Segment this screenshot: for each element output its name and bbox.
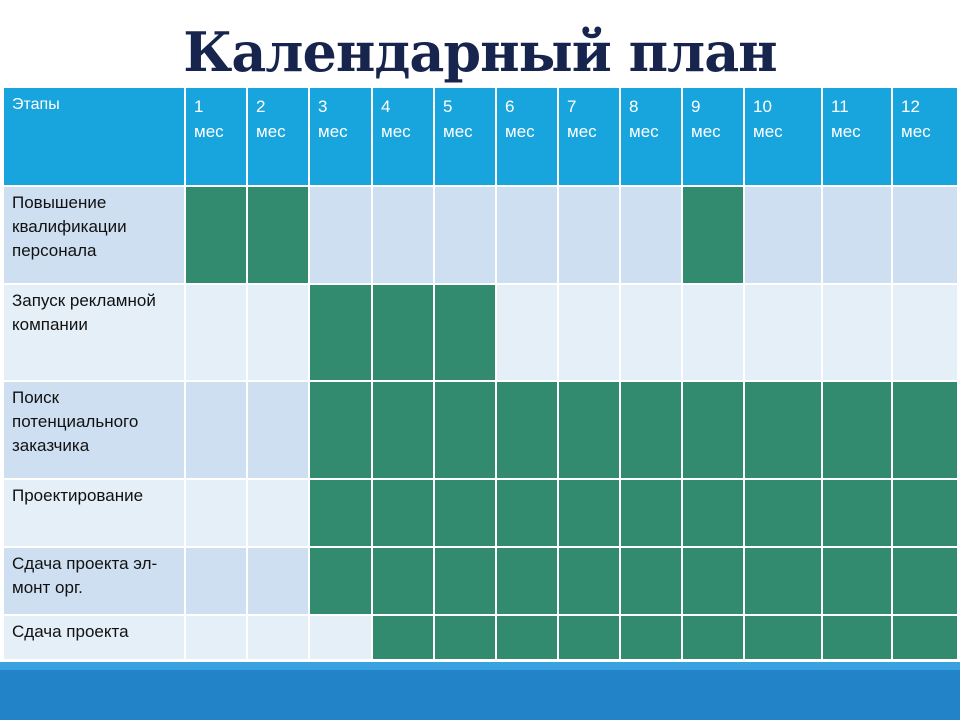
active-month-cell	[434, 479, 496, 547]
active-month-cell	[682, 381, 744, 479]
active-month-cell	[892, 479, 958, 547]
active-month-cell	[822, 479, 892, 547]
month-cell	[247, 479, 309, 547]
month-header-4	[372, 87, 434, 186]
active-month-cell	[892, 547, 958, 615]
stage-name: Поиск потенциального заказчика	[3, 381, 185, 479]
month-cell	[822, 186, 892, 284]
month-unit: мес	[567, 122, 597, 141]
month-cell	[682, 284, 744, 381]
active-month-cell	[558, 615, 620, 660]
month-number: 8	[629, 97, 639, 116]
month-cell	[309, 615, 372, 660]
month-cell	[744, 186, 822, 284]
active-month-cell	[247, 186, 309, 284]
month-header-1	[185, 87, 247, 186]
month-number: 11	[831, 97, 849, 116]
table-row	[3, 284, 958, 381]
month-cell	[185, 381, 247, 479]
month-cell	[247, 284, 309, 381]
month-cell	[744, 284, 822, 381]
stage-name: Проектирование	[3, 479, 185, 547]
table-row	[3, 615, 958, 660]
slide-title: Календарный план	[183, 20, 777, 84]
month-cell	[247, 547, 309, 615]
active-month-cell	[496, 381, 558, 479]
stages-column-header: Этапы	[3, 87, 185, 186]
month-number: 12	[901, 97, 920, 116]
active-month-cell	[620, 479, 682, 547]
active-month-cell	[892, 381, 958, 479]
month-unit: мес	[629, 122, 659, 141]
active-month-cell	[496, 479, 558, 547]
active-month-cell	[309, 547, 372, 615]
active-month-cell	[620, 615, 682, 660]
month-header-12	[892, 87, 958, 186]
footer-band	[0, 662, 960, 720]
month-header-7	[558, 87, 620, 186]
footer-accent-line	[0, 662, 960, 670]
month-unit: мес	[443, 122, 473, 141]
active-month-cell	[620, 547, 682, 615]
active-month-cell	[558, 547, 620, 615]
month-number: 1	[194, 97, 204, 116]
month-unit: мес	[831, 122, 861, 141]
active-month-cell	[434, 381, 496, 479]
active-month-cell	[372, 284, 434, 381]
table-row	[3, 186, 958, 284]
month-number: 7	[567, 97, 577, 116]
table-header-row	[3, 87, 958, 186]
month-header-2	[247, 87, 309, 186]
month-unit: мес	[256, 122, 286, 141]
month-number: 9	[691, 97, 701, 116]
month-unit: мес	[901, 122, 931, 141]
active-month-cell	[822, 547, 892, 615]
month-cell	[309, 186, 372, 284]
active-month-cell	[892, 615, 958, 660]
month-number: 3	[318, 97, 328, 116]
active-month-cell	[744, 381, 822, 479]
active-month-cell	[372, 547, 434, 615]
active-month-cell	[682, 547, 744, 615]
month-unit: мес	[318, 122, 348, 141]
month-cell	[558, 186, 620, 284]
month-header-6	[496, 87, 558, 186]
schedule-table	[2, 86, 959, 661]
active-month-cell	[434, 615, 496, 660]
month-cell	[247, 615, 309, 660]
active-month-cell	[744, 479, 822, 547]
month-number: 4	[381, 97, 391, 116]
month-header-9	[682, 87, 744, 186]
active-month-cell	[309, 479, 372, 547]
active-month-cell	[372, 381, 434, 479]
active-month-cell	[682, 615, 744, 660]
active-month-cell	[822, 615, 892, 660]
month-number: 5	[443, 97, 453, 116]
active-month-cell	[744, 547, 822, 615]
active-month-cell	[620, 381, 682, 479]
table-row	[3, 479, 958, 547]
month-header-5	[434, 87, 496, 186]
active-month-cell	[496, 615, 558, 660]
month-cell	[496, 284, 558, 381]
month-number: 2	[256, 97, 266, 116]
active-month-cell	[434, 547, 496, 615]
month-number: 6	[505, 97, 515, 116]
month-cell	[185, 479, 247, 547]
active-month-cell	[558, 381, 620, 479]
active-month-cell	[822, 381, 892, 479]
month-unit: мес	[505, 122, 535, 141]
month-unit: мес	[753, 122, 783, 141]
month-cell	[247, 381, 309, 479]
month-cell	[558, 284, 620, 381]
active-month-cell	[372, 479, 434, 547]
month-unit: мес	[691, 122, 721, 141]
active-month-cell	[309, 284, 372, 381]
month-header-10	[744, 87, 822, 186]
month-cell	[185, 547, 247, 615]
month-cell	[372, 186, 434, 284]
month-cell	[620, 186, 682, 284]
month-number: 10	[753, 97, 772, 116]
active-month-cell	[434, 284, 496, 381]
active-month-cell	[185, 186, 247, 284]
table-row	[3, 381, 958, 479]
active-month-cell	[496, 547, 558, 615]
month-cell	[822, 284, 892, 381]
month-cell	[620, 284, 682, 381]
month-cell	[185, 615, 247, 660]
active-month-cell	[372, 615, 434, 660]
month-cell	[892, 284, 958, 381]
active-month-cell	[558, 479, 620, 547]
stage-name: Сдача проекта эл-монт орг.	[3, 547, 185, 615]
month-cell	[434, 186, 496, 284]
month-cell	[496, 186, 558, 284]
stage-name: Запуск рекламной компании	[3, 284, 185, 381]
stage-name: Повышение квалификации персонала	[3, 186, 185, 284]
active-month-cell	[309, 381, 372, 479]
month-unit: мес	[194, 122, 224, 141]
table-row	[3, 547, 958, 615]
month-cell	[185, 284, 247, 381]
month-cell	[892, 186, 958, 284]
active-month-cell	[744, 615, 822, 660]
month-unit: мес	[381, 122, 411, 141]
month-header-8	[620, 87, 682, 186]
active-month-cell	[682, 479, 744, 547]
month-header-11	[822, 87, 892, 186]
stage-name: Сдача проекта	[3, 615, 185, 660]
month-header-3	[309, 87, 372, 186]
active-month-cell	[682, 186, 744, 284]
